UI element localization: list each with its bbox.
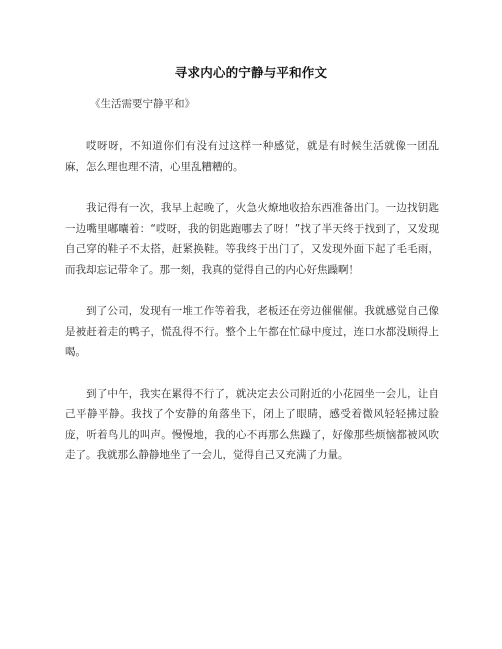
paragraph-1: 哎呀呀，不知道你们有没有过这样一种感觉，就是有时候生活就像一团乱麻，怎么理也理不清，心里乱糟糟的。	[65, 140, 439, 173]
page-subtitle: 《生活需要宁静平和》	[90, 98, 195, 110]
paragraph-4: 到了中午，我实在累得不行了，就决定去公司附近的小花园坐一会儿，让自己平静平静。我找了个安静的角落坐下，闭上了眼睛，感受着微风轻轻拂过脸庞，听着鸟儿的叫声。慢慢地，我的心不再那么焦躁了，好像那些烦恼都被风吹走了。我就那么静静地坐了一会儿，觉得自己又充满了力量。	[65, 387, 439, 461]
paragraph-3: 到了公司，发现有一堆工作等着我，老板还在旁边催催催。我就感觉自己像是被赶着走的鸭子，慌乱得不行。整个上午都在忙碌中度过，连口水都没顾得上喝。	[65, 305, 439, 358]
page-title: 寻求内心的宁静与平和作文	[174, 65, 328, 80]
article-body	[65, 136, 439, 487]
paragraph-2: 我记得有一次，我早上起晚了，火急火燎地收拾东西准备出门。一边找钥匙一边嘴里嘟囔着：“哎呀，我的钥匙跑哪去了呀！”找了半天终于找到了，又发现自己穿的鞋子不太搭，赶紧换鞋。等我终于出门了，又发现外面下起了毛毛雨，而我却忘记带伞了。那一刻，我真的觉得自己的内心好焦躁啊！	[65, 202, 439, 276]
